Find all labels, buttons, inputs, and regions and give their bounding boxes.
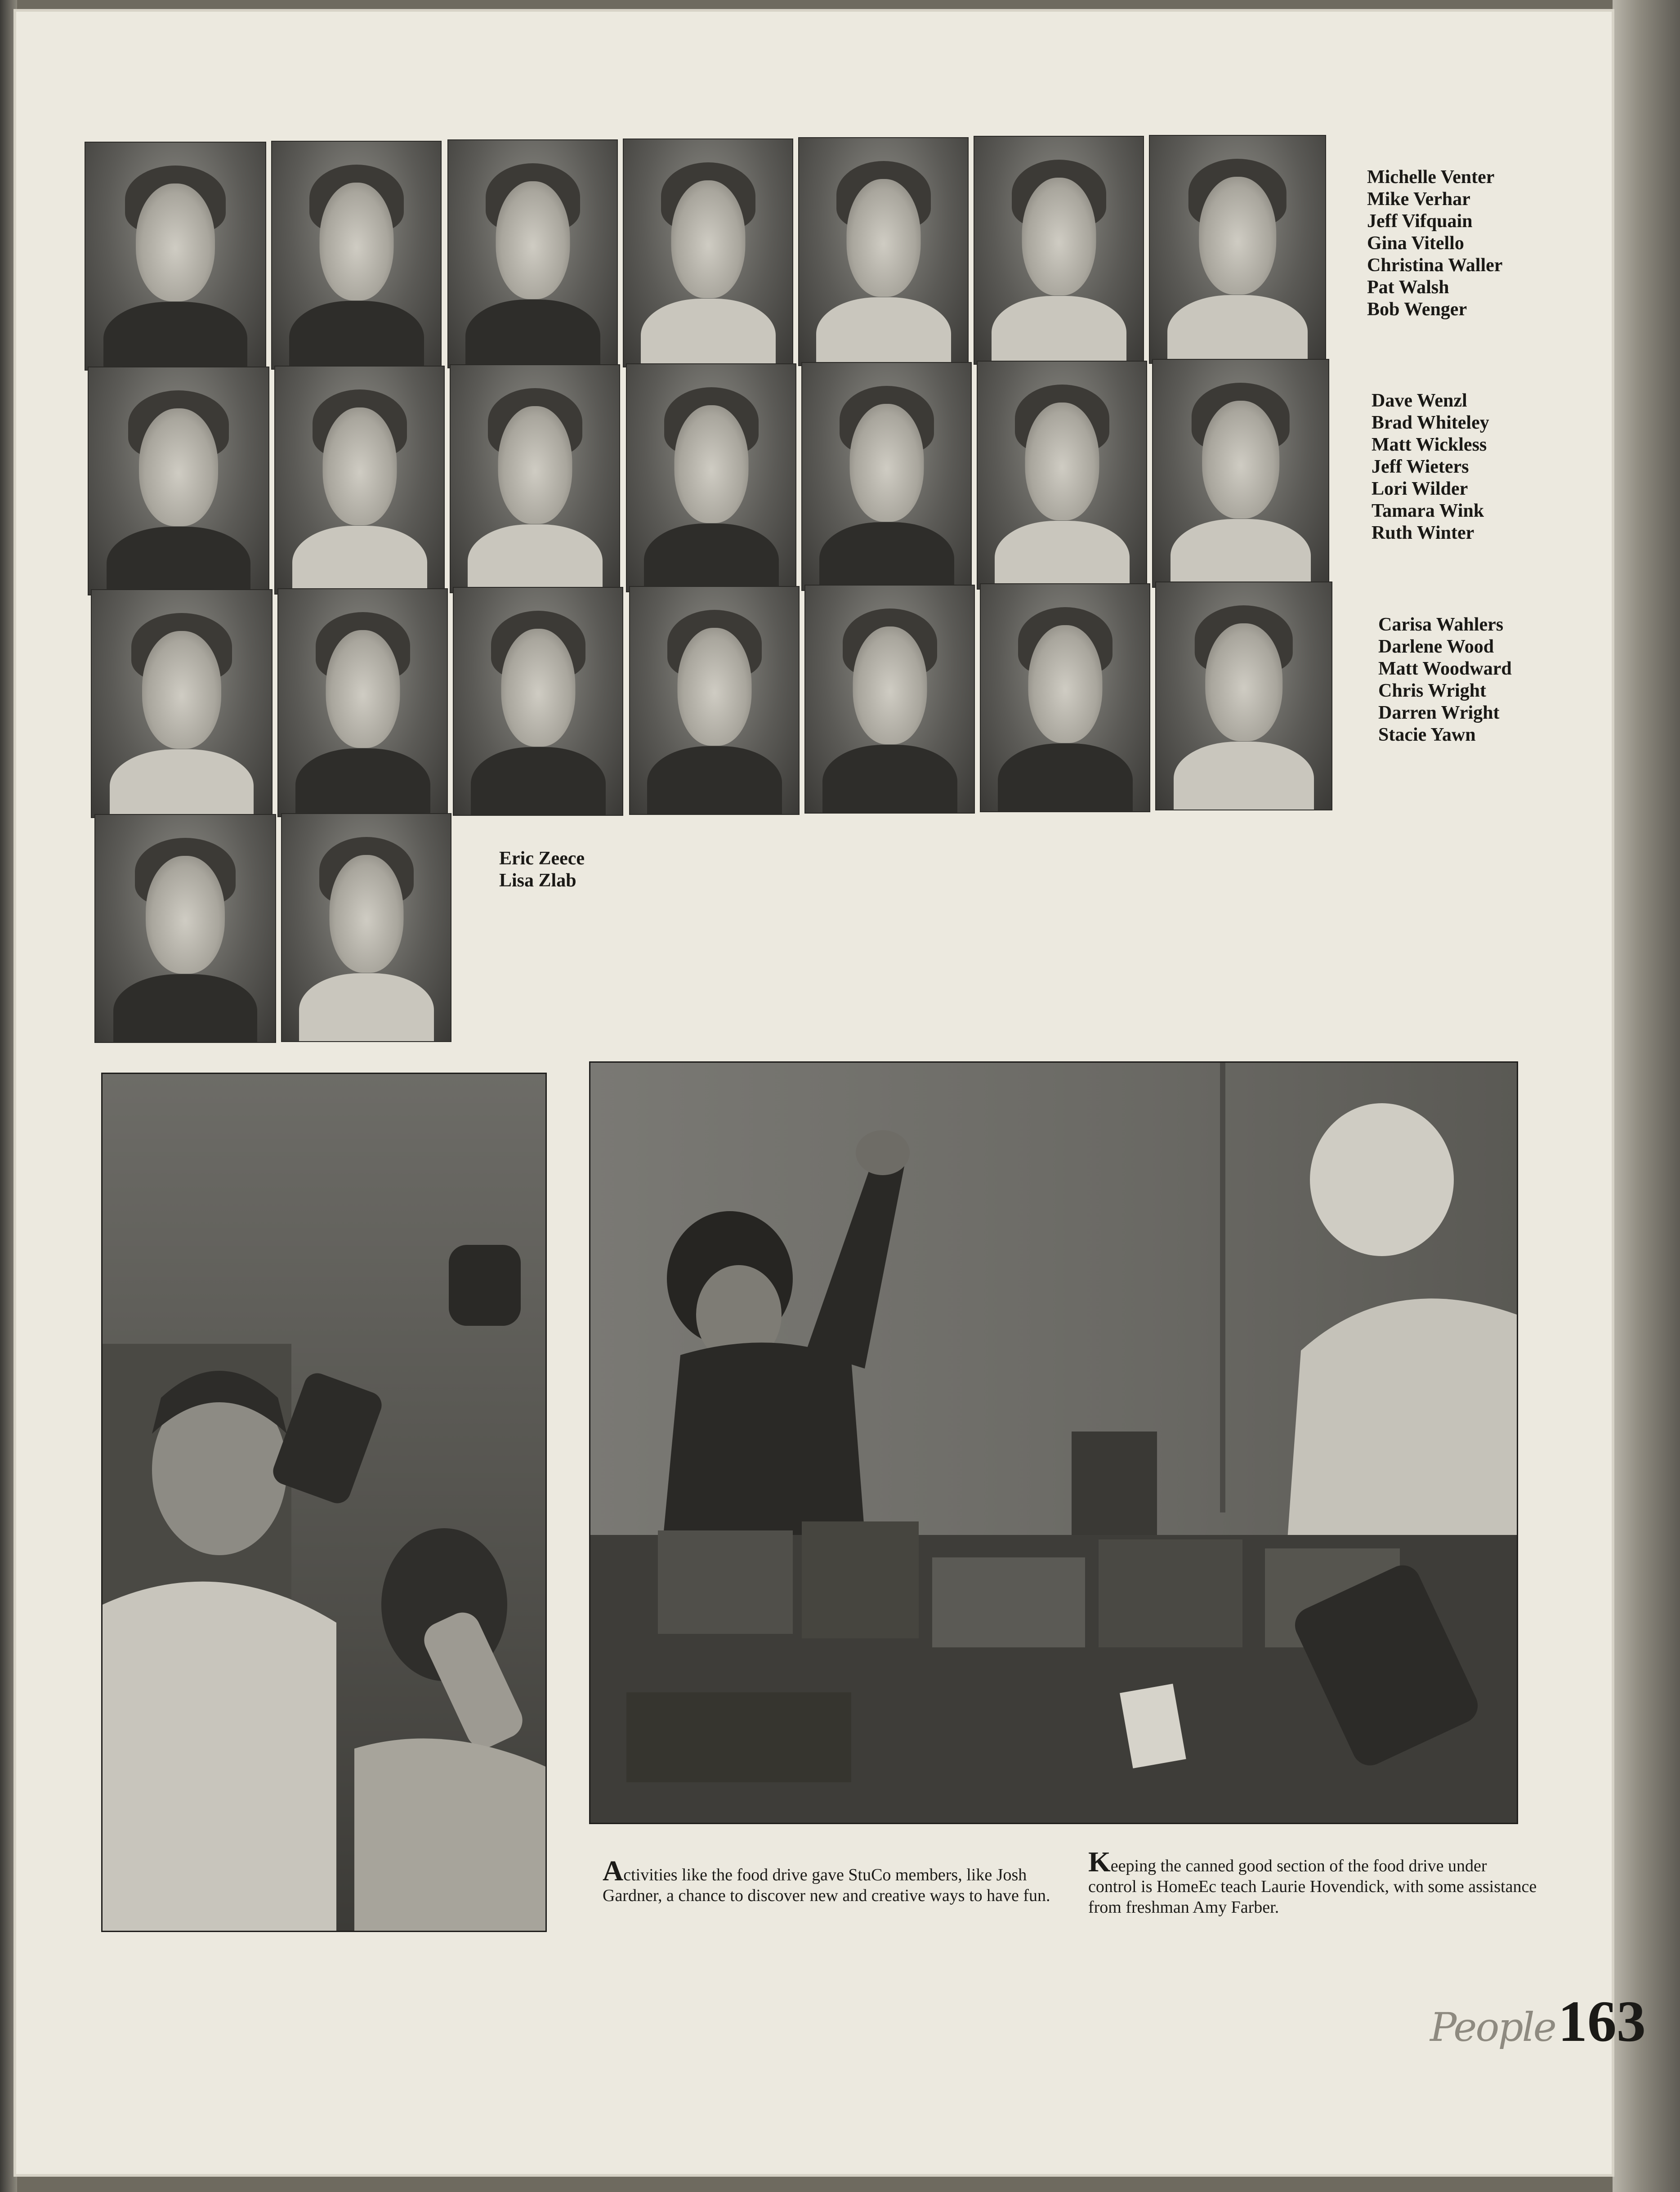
- student-name: Matt Woodward: [1378, 658, 1512, 679]
- portrait: [626, 363, 796, 592]
- student-name: Chris Wright: [1378, 680, 1486, 701]
- student-name: Matt Wickless: [1372, 434, 1487, 455]
- portrait: [94, 814, 276, 1043]
- caption-right: [1088, 1846, 1538, 1918]
- student-name: Gina Vitello: [1367, 233, 1464, 254]
- student-name: Carisa Wahlers: [1378, 614, 1504, 635]
- candid-photo-left-image: [103, 1074, 545, 1931]
- portrait: [450, 364, 620, 593]
- student-name: Eric Zeece: [499, 848, 585, 869]
- caption-text: ctivities like the food drive gave StuCo members, like Josh Gardner, a chance to discover new and creative ways to have fun.: [603, 1865, 1050, 1905]
- caption-text: eeping the canned good section of the food drive under control is HomeEc teach Laurie Hovendick, with some assistance from freshman Amy Farber.: [1088, 1856, 1537, 1917]
- caption-left: [603, 1855, 1061, 1906]
- portrait: [798, 137, 969, 366]
- student-name: Dave Wenzl: [1372, 390, 1467, 411]
- drop-initial: K: [1088, 1846, 1111, 1878]
- portrait: [1149, 135, 1326, 364]
- portrait: [801, 362, 972, 591]
- portrait: [88, 367, 269, 595]
- portrait: [974, 136, 1144, 365]
- student-name: Christina Waller: [1367, 255, 1503, 276]
- portrait: [629, 586, 800, 815]
- portrait: [271, 141, 442, 370]
- candid-photo-left: [101, 1073, 547, 1932]
- page-footer: [1430, 1988, 1646, 2055]
- portrait: [277, 588, 448, 817]
- student-name: Jeff Vifquain: [1367, 211, 1473, 232]
- portrait: [980, 583, 1150, 812]
- candid-photo-right: [589, 1061, 1518, 1824]
- yearbook-page: [13, 9, 1646, 2177]
- student-name: Tamara Wink: [1372, 501, 1484, 521]
- student-name: Darlene Wood: [1378, 636, 1494, 657]
- drop-initial: A: [603, 1855, 624, 1887]
- student-name: Bob Wenger: [1367, 299, 1467, 320]
- portrait: [1152, 359, 1329, 588]
- student-name: Michelle Venter: [1367, 167, 1495, 188]
- section-label: People: [1430, 2004, 1555, 2050]
- portrait: [85, 142, 266, 371]
- page-number: 163: [1558, 1989, 1646, 2054]
- candid-photo-right-image: [590, 1063, 1517, 1823]
- portrait: [623, 139, 793, 367]
- name-list-row-2: [1372, 390, 1489, 544]
- name-list-row-3: [1378, 614, 1512, 746]
- student-name: Mike Verhar: [1367, 189, 1470, 210]
- student-name: Pat Walsh: [1367, 277, 1449, 298]
- portrait: [274, 366, 445, 595]
- name-list-row-4: [499, 848, 585, 892]
- portrait: [281, 813, 451, 1042]
- student-name: Lori Wilder: [1372, 479, 1468, 499]
- portrait: [804, 585, 975, 814]
- portrait: [447, 139, 618, 368]
- student-name: Lisa Zlab: [499, 870, 576, 891]
- student-name: Ruth Winter: [1372, 523, 1474, 543]
- student-name: Jeff Wieters: [1372, 456, 1469, 477]
- name-list-row-1: [1367, 166, 1502, 321]
- portrait: [453, 587, 623, 816]
- portrait: [91, 589, 273, 818]
- portrait: [1155, 582, 1332, 810]
- student-name: Darren Wright: [1378, 702, 1500, 723]
- student-name: Stacie Yawn: [1378, 725, 1476, 745]
- student-name: Brad Whiteley: [1372, 412, 1489, 433]
- portrait: [977, 361, 1147, 590]
- page-edge: [1613, 0, 1680, 2192]
